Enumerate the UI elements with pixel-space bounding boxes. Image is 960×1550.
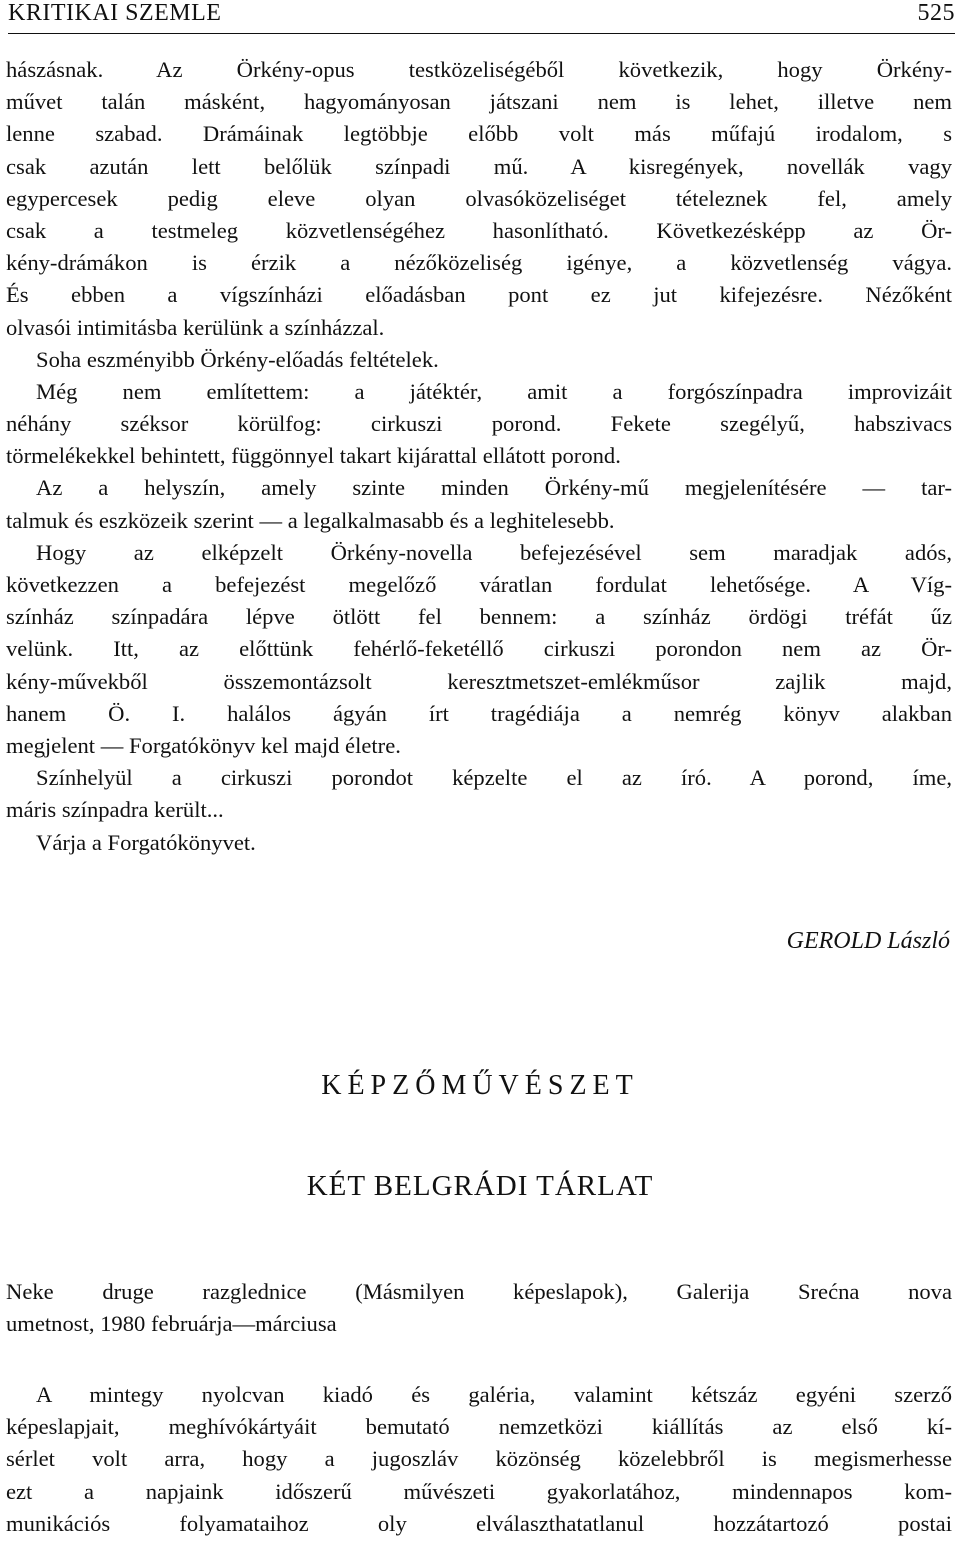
- running-head: KRITIKAI SZEMLE: [8, 0, 222, 26]
- text-line: máris színpadra került...: [6, 797, 224, 823]
- text-line: képeslapjait, meghívókártyáit bemutató nemzetközi kiállítás az első kí-: [6, 1414, 952, 1440]
- text-line: csak a testmeleg közvetlenségéhez hasonlítható. Következésképp az Ör-: [6, 217, 952, 243]
- page-number: 525: [917, 0, 955, 26]
- author-signature: GEROLD László: [786, 928, 950, 954]
- text-line: olvasói intimitásba kerülünk a színházzal.: [6, 314, 385, 340]
- paragraph: [6, 762, 952, 826]
- text-line: egypercesek pedig eleve olyan olvasóközeliséget tételeznek fel, amely: [6, 185, 952, 211]
- text-line: munikációs folyamataihoz oly elválaszthatatlanul hozzátartozó postai: [6, 1510, 952, 1536]
- text-line: hanem Ö. I. halálos ágyán írt tragédiája a nemrég könyv alakban: [6, 700, 952, 726]
- page-header: [0, 0, 960, 34]
- text-line: sérlet volt arra, hogy a jugoszláv közönség közelebbről is megismerhesse: [6, 1446, 952, 1472]
- paragraph: [6, 376, 952, 473]
- text-line: Még nem említettem: a játéktér, amit a forgószínpadra improvizáit: [36, 378, 952, 404]
- text-line: Neke druge razglednice (Másmilyen képeslapok), Galerija Srećna nova: [6, 1279, 952, 1304]
- text-line: És ebben a vígszínházi előadásban pont ez jut kifejezésre. Nézőként: [6, 282, 952, 308]
- text-line: velünk. Itt, az előttünk fehérlő-feketéllő cirkuszi porondon nem az Ör-: [6, 636, 952, 662]
- text-line: Soha eszményibb Örkény-előadás feltételek.: [36, 346, 439, 372]
- text-line: színház színpadára lépve ötlött fel bennem: a színház ördögi tréfát űz: [6, 604, 952, 630]
- text-line: Hogy az elképzelt Örkény-novella befejezésével sem maradjak adós,: [36, 539, 952, 565]
- text-line: csak azután lett belőlük színpadi mű. A kisregények, novellák vagy: [6, 153, 952, 179]
- section-title: KÉPZŐMŰVÉSZET: [321, 1070, 639, 1101]
- text-line: megjelent — Forgatókönyv kel majd életre.: [6, 732, 401, 758]
- paragraph: [6, 472, 952, 536]
- text-line: A mintegy nyolcvan kiadó és galéria, valamint kétszáz egyéni szerző: [36, 1382, 952, 1407]
- paragraph: [6, 54, 952, 344]
- citation: [6, 1276, 952, 1340]
- text-line: lenne szabad. Drámáinak legtöbbje előbb volt más műfajú irodalom, s: [6, 121, 952, 147]
- text-line: Várja a Forgatókönyvet.: [36, 829, 256, 855]
- text-line: kény-művekből összemontázsolt keresztmetszet-emlékműsor zajlik majd,: [6, 668, 952, 694]
- text-line: Színhelyül a cirkuszi porondot képzelte el az író. A porond, íme,: [36, 765, 952, 791]
- text-line: következzen a befejezést megelőző váratlan fordulat lehetősége. A Víg-: [6, 572, 952, 597]
- text-line: törmelékekkel behintett, függönnyel takart kijárattal ellátott porond.: [6, 443, 621, 469]
- text-line: művet talán másként, hagyományosan játszani nem is lehet, illetve nem: [6, 89, 952, 115]
- text-line: talmuk és eszközeik szerint — a legalkalmasabb és a leghitelesebb.: [6, 507, 615, 533]
- paragraph: [6, 827, 952, 859]
- paragraph: [6, 344, 952, 376]
- text-line: kény-drámákon is érzik a nézőközeliség igénye, a közvetlenség vágya.: [6, 250, 952, 276]
- text-line: néhány széksor körülfog: cirkuszi porond. Fekete szegélyű, habszivacs: [6, 411, 952, 437]
- article-body: [6, 1379, 952, 1540]
- text-line: ezt a napjaink időszerű művészeti gyakorlatához, mindennapos kom-: [6, 1478, 952, 1504]
- paragraph: [6, 537, 952, 762]
- header-rule: [8, 33, 955, 34]
- text-line: Az a helyszín, amely szinte minden Örkény-mű megjelenítésére — tar-: [36, 475, 952, 501]
- review-text: [6, 54, 952, 859]
- text-line: umetnost, 1980 februárja—márciusa: [6, 1311, 337, 1337]
- article-title: KÉT BELGRÁDI TÁRLAT: [306, 1170, 654, 1202]
- text-line: hászásnak. Az Örkény-opus testközeliségéből következik, hogy Örkény-: [6, 57, 952, 82]
